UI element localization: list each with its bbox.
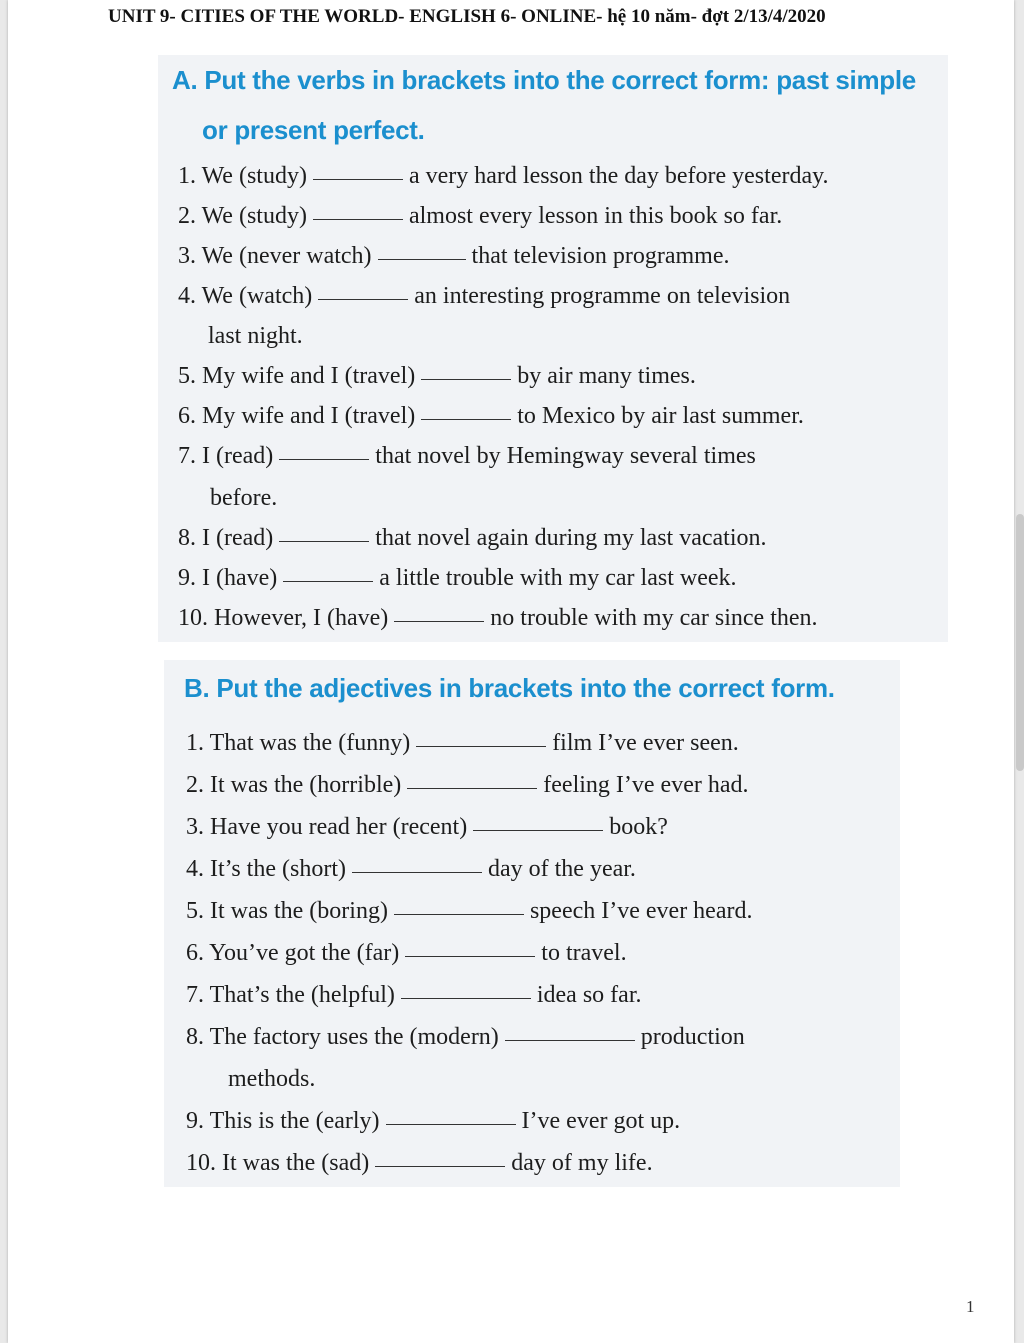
document-page [8,0,1014,1343]
exercise-item: 10. However, I (have) no trouble with my car since then. [178,605,818,631]
exercise-item: 7. I (read) that novel by Hemingway several times [178,443,756,469]
section-a-title-line2: or present perfect. [202,115,425,145]
exercise-item: 9. This is the (early) I’ve ever got up. [186,1108,681,1134]
answer-blank [421,379,511,380]
page-number: 1 [966,1297,975,1316]
exercise-item: 8. The factory uses the (modern) production [186,1024,745,1050]
section-a [158,55,948,642]
answer-blank [407,788,537,789]
answer-blank [386,1124,516,1125]
answer-blank [283,581,373,582]
answer-blank [352,872,482,873]
exercise-item: 8. I (read) that novel again during my last vacation. [178,525,767,551]
answer-blank [378,259,466,260]
exercise-item: 2. It was the (horrible) feeling I’ve ever had. [186,772,749,798]
exercise-item: 7. That’s the (helpful) idea so far. [186,982,642,1008]
answer-blank [421,419,511,420]
answer-blank [401,998,531,999]
exercise-item: 5. It was the (boring) speech I’ve ever heard. [186,898,753,924]
section-b [164,660,900,1187]
section-a-title-line1: A. Put the verbs in brackets into the correct form: past simple [172,65,916,95]
answer-blank [505,1040,635,1041]
scrollbar[interactable] [1016,514,1024,771]
answer-blank [394,914,524,915]
exercise-item: 6. My wife and I (travel) to Mexico by air last summer. [178,403,804,429]
exercise-item: 5. My wife and I (travel) by air many times. [178,363,696,389]
page-header: UNIT 9- CITIES OF THE WORLD- ENGLISH 6- ONLINE- hệ 10 năm- đợt 2/13/4/2020 [108,6,826,27]
exercise-item: 6. You’ve got the (far) to travel. [186,940,627,966]
exercise-item-continuation: before. [210,485,278,511]
answer-blank [375,1166,505,1167]
exercise-item: 10. It was the (sad) day of my life. [186,1150,653,1176]
exercise-item: 3. We (never watch) that television programme. [178,243,730,269]
answer-blank [405,956,535,957]
exercise-item: 3. Have you read her (recent) book? [186,814,668,840]
answer-blank [318,299,408,300]
answer-blank [279,541,369,542]
exercise-item: 1. We (study) a very hard lesson the day before yesterday. [178,163,829,189]
answer-blank [313,219,403,220]
exercise-item: 2. We (study) almost every lesson in this book so far. [178,203,783,229]
section-b-title: B. Put the adjectives in brackets into the correct form. [184,673,835,703]
exercise-item: 4. We (watch) an interesting programme on television [178,283,791,309]
exercise-item: 9. I (have) a little trouble with my car last week. [178,565,737,591]
exercise-item-continuation: methods. [228,1066,316,1092]
answer-blank [394,621,484,622]
exercise-item: 1. That was the (funny) film I’ve ever seen. [186,730,739,756]
answer-blank [313,179,403,180]
answer-blank [416,746,546,747]
answer-blank [279,459,369,460]
exercise-item-continuation: last night. [208,323,303,349]
answer-blank [473,830,603,831]
exercise-item: 4. It’s the (short) day of the year. [186,856,636,882]
section-a-title [172,55,932,155]
